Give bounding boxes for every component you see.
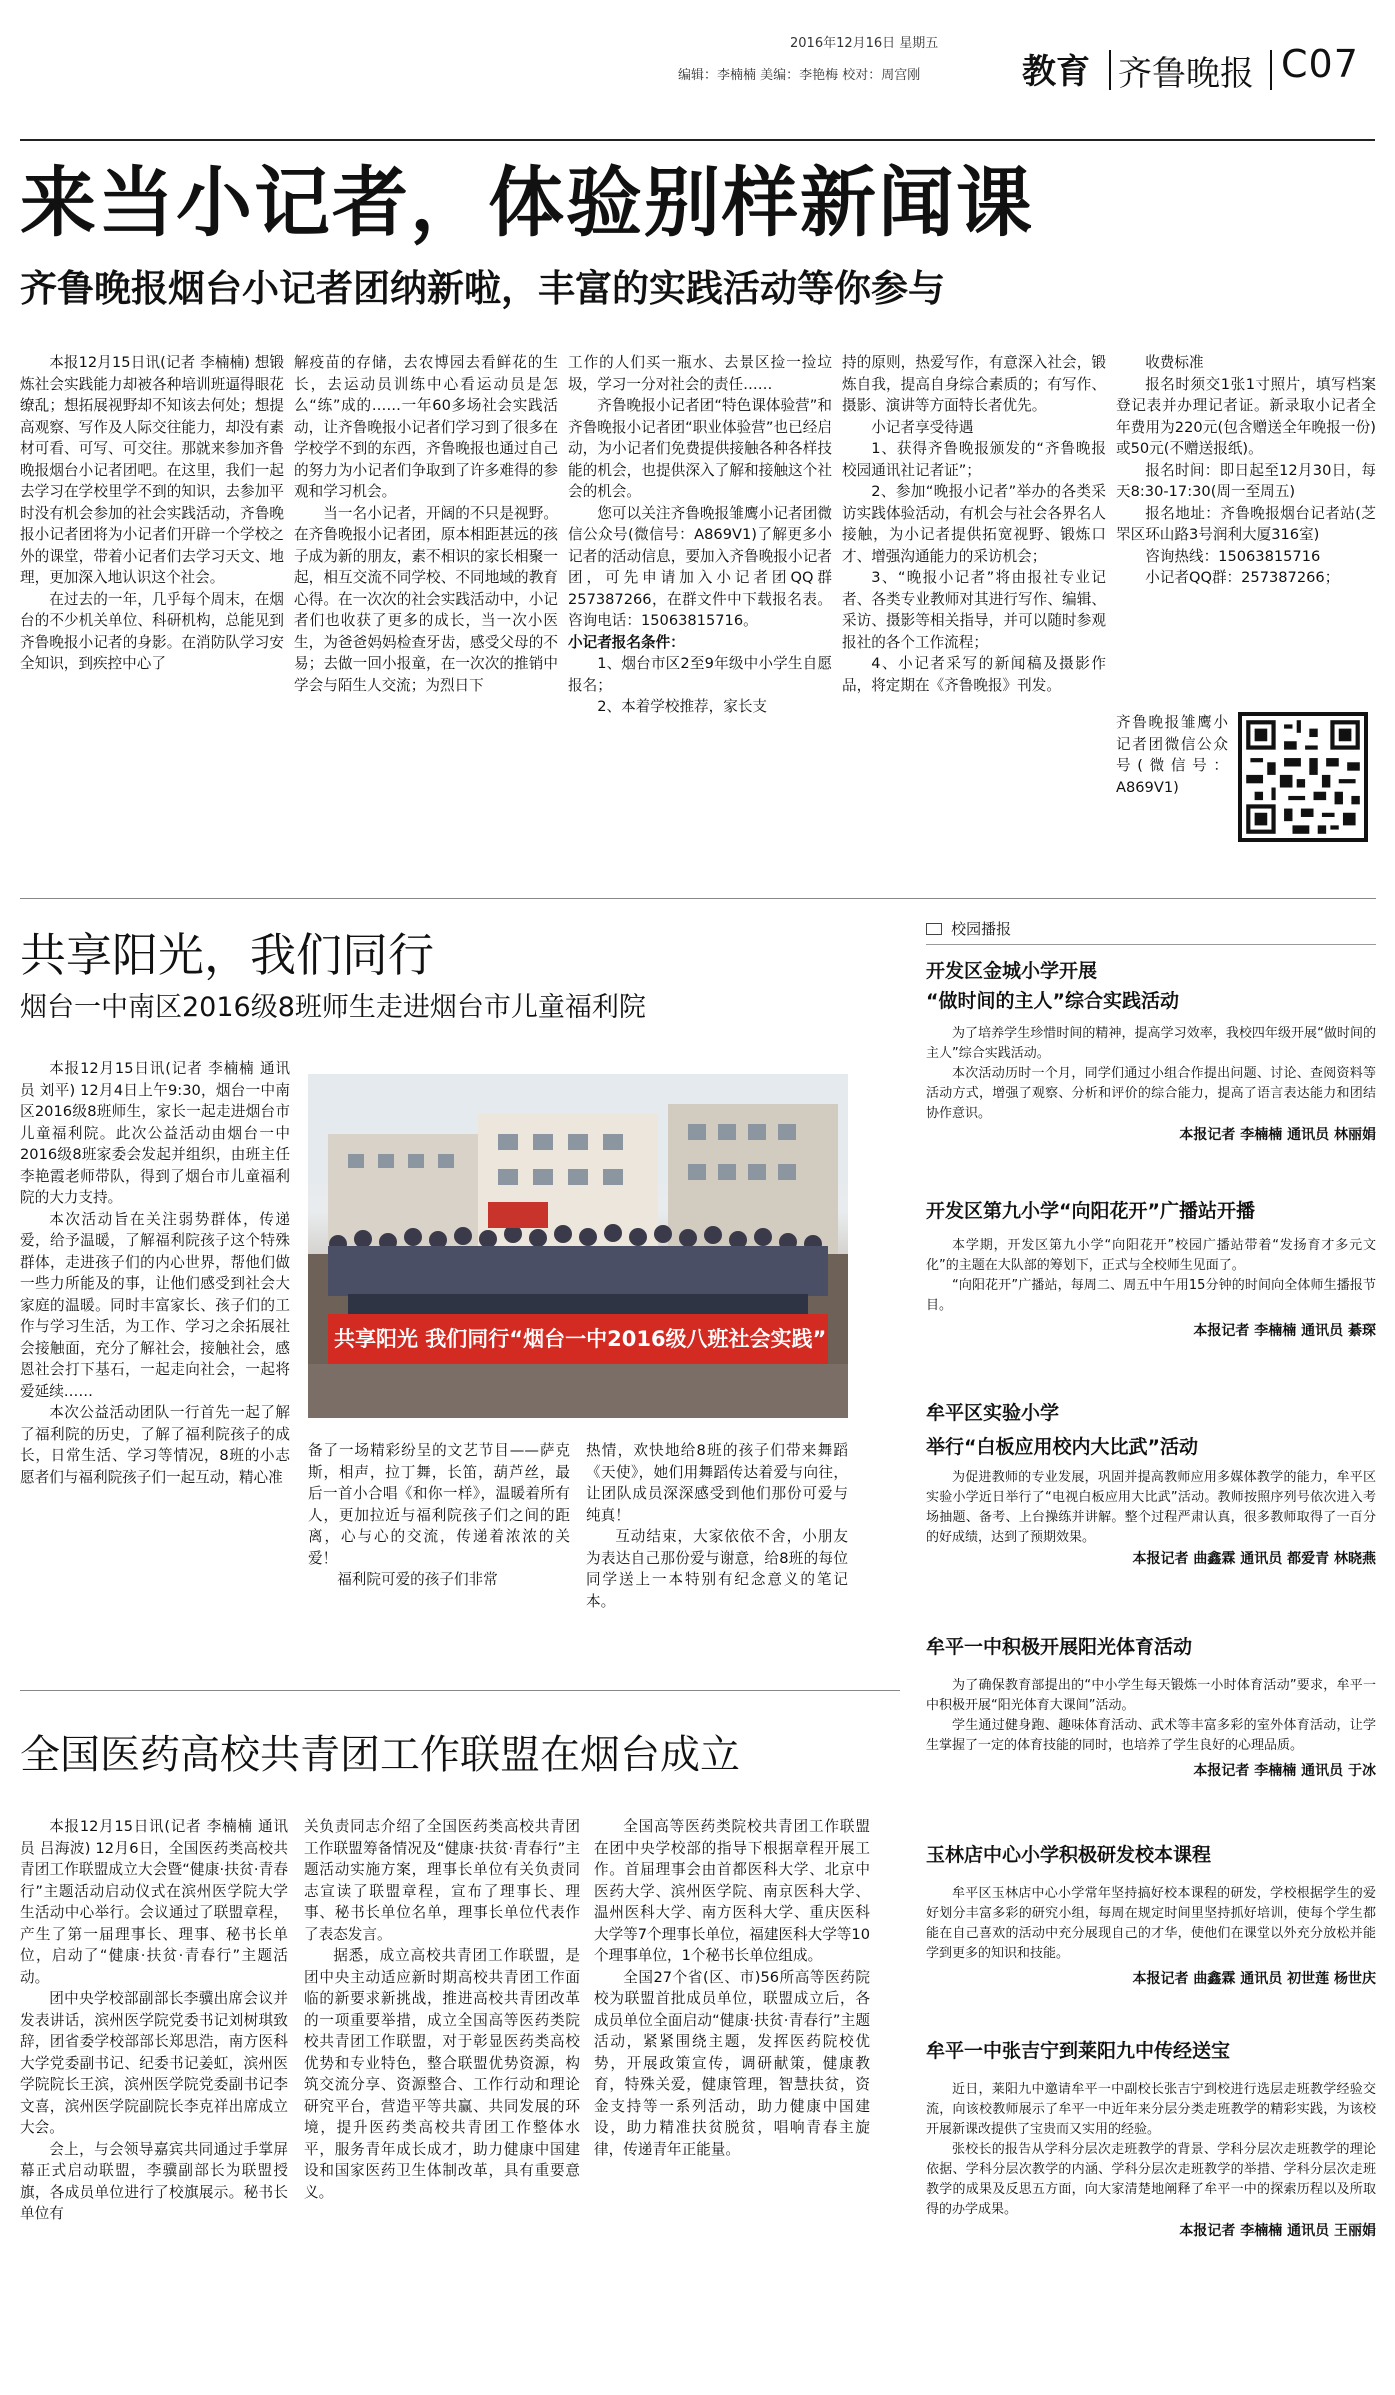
sidebar-item	[926, 1840, 1376, 1988]
paragraph: 会上，与会领导嘉宾共同通过手掌屏幕正式启动联盟，李骥副部长为联盟授旗，各成员单位进行了校旗展示。秘书长单位有	[20, 2140, 288, 2222]
sidebar-byline: 本报记者 曲鑫霖 通讯员 都爱青 林晓燕	[1132, 1551, 1376, 1567]
sidebar-item-title: 牟平一中积极开展阳光体育活动	[926, 1636, 1193, 1658]
sidebar-item	[926, 2036, 1376, 2240]
header-divider	[1270, 50, 1272, 90]
paragraph: 备了一场精彩纷呈的文艺节目——萨克斯，相声，拉丁舞，长笛，葫芦丝，最后一首小合唱《和你一样》，温暖着所有人，更加拉近与福利院孩子们之间的距离，心与心的交流，传递着浓浓的关爱！	[308, 1442, 570, 1567]
sidebar-item	[926, 956, 1376, 1144]
story3-column-3	[594, 1816, 870, 2376]
group-photo	[308, 1074, 848, 1418]
story2-subheadline: 烟台一中南区2016级8班师生走进烟台市儿童福利院	[20, 992, 646, 1023]
sidebar-item-title: 举行“白板应用校内大比武”活动	[926, 1436, 1198, 1458]
story3-column-1	[20, 1816, 288, 2376]
paragraph: 热情，欢快地给8班的孩子们带来舞蹈《天使》，她们用舞蹈传达着爱与向往，让团队成员深深感受到他们那份可爱与纯真！	[586, 1442, 848, 1524]
story3-column-2	[304, 1816, 580, 2376]
lead-column-1	[20, 352, 284, 892]
paragraph: 本次公益活动团队一行首先一起了解了福利院的历史，了解了福利院孩子的成长，日常生活、学习等情况，8班的小志愿者们与福利院孩子们一起互动，精心准	[20, 1404, 290, 1486]
page-number: C07	[1281, 42, 1359, 86]
paragraph: 报名时须交1张1寸照片，填写档案登记表并办理记者证。新录取小记者全年费用为220元(包含赠送全年晚报一份)或50元(不赠送报纸)。	[1116, 375, 1376, 457]
sidebar-item-text: 为促进教师的专业发展，巩固并提高教师应用多媒体教学的能力，牟平区实验小学近日举行了“电视白板应用大比武”活动。教师按照序列号依次进入考场抽题、备考、上台操练并讲解。整个过程严肃认真，很多教师取得了一百分的好成绩，达到了预期效果。	[926, 1470, 1376, 1545]
wechat-caption: 齐鲁晚报雏鹰小记者团微信公众号(微信号：A869V1)	[1116, 714, 1228, 796]
paragraph: 报名地址：齐鲁晚报烟台记者站(芝罘区环山路3号润利大厦316室)	[1116, 504, 1376, 543]
fee-heading: 收费标准	[1145, 354, 1204, 371]
header-divider	[1109, 50, 1111, 90]
paragraph: 小记者QQ群：257387266；	[1145, 569, 1340, 586]
sidebar-item-title: 牟平一中张吉宁到莱阳九中传经送宝	[926, 2040, 1231, 2062]
lead-subheadline: 齐鲁晚报烟台小记者团纳新啦，丰富的实践活动等你参与	[20, 267, 945, 310]
paragraph: 在过去的一年，几乎每个周末，在烟台的不少机关单位、科研机构，总能见到齐鲁晚报小记者的身影。在消防队学习安全知识，到疾控中心了	[20, 590, 284, 672]
qr-code	[1238, 712, 1368, 842]
paragraph: 4、小记者采写的新闻稿及摄影作品，将定期在《齐鲁晚报》刊发。	[842, 655, 1106, 694]
sidebar-item	[926, 1632, 1376, 1780]
paragraph: 全国高等医药类院校共青团工作联盟在团中央学校部的指导下根据章程开展工作。首届理事会由首都医科大学、北京中医药大学、滨州医学院、南京医科大学、温州医科大学、南方医科大学、重庆医科大学等7个理事长单位，福建医科大学等10个理事单位，1个秘书长单位组成。	[594, 1818, 870, 1964]
section-rule	[20, 1690, 900, 1691]
story2-headline: 共享阳光，我们同行	[20, 928, 434, 982]
header-rule	[20, 139, 1375, 141]
paragraph: 全国27个省(区、市)56所高等医药院校为联盟首批成员单位，联盟成立后，各成员单位全面启动“健康·扶贫·青春行”主题活动，紧紧围绕主题，发挥医药院校优势，开展政策宣传，调研献策，健康教育，特殊关爱，健康管理，智慧扶贫，资金支持等一系列活动，助力健康中国建设，助力精准扶贫脱贫，唱响青春主旋律，传递青年正能量。	[594, 1968, 870, 2158]
lead-column-3	[568, 352, 832, 892]
lead-column-5	[1116, 352, 1376, 712]
story2-column-2	[308, 1440, 570, 1658]
section-name: 教育	[1022, 52, 1090, 92]
paragraph: 本报12月15日讯(记者 李楠楠 通讯员 吕海波) 12月6日，全国医药类高校共青团工作联盟成立大会暨“健康·扶贫·青春行”主题活动启动仪式在滨州医学院大学生活动中心举行。会议通过了联盟章程，产生了第一届理事长、理事、秘书长单位，启动了“健康·扶贫·青春行”主题活动。	[20, 1818, 288, 1986]
paragraph: 解疫苗的存储，去农博园去看鲜花的生长，去运动员训练中心看运动员是怎么“练”成的……一年60多场社会实践活动，让齐鲁晚报小记者们学习到了很多在学校学不到的东西，齐鲁晚报也通过自己的努力为小记者们争取到了许多难得的参观和学习机会。	[294, 354, 558, 500]
paragraph: 本报12月15日讯(记者 李楠楠 通讯员 刘平) 12月4日上午9:30，烟台一中南区2016级8班师生，家长一起走进烟台市儿童福利院。此次公益活动由烟台一中2016级8班家委会发起并组织，由班主任李艳霞老师带队，得到了烟台市儿童福利院的大力支持。	[20, 1060, 290, 1206]
lead-column-4	[842, 352, 1106, 892]
paragraph: 当一名小记者，开阔的不只是视野。在齐鲁晚报小记者团，原本相距甚远的孩子成为新的朋友，素不相识的家长相聚一起，相互交流不同学校、不同地域的教育心得。在一次次的社会实践活动中，小记者们也收获了更多的成长，当一次小医生，为爸爸妈妈检查牙齿，感受父母的不易；去做一回小报童，在一次次的推销中学会与陌生人交流；为烈日下	[294, 504, 558, 694]
sidebar-item	[926, 1196, 1376, 1340]
sidebar-byline: 本报记者 李楠楠 通讯员 王丽娟	[1179, 2223, 1376, 2239]
lead-headline: 来当小记者，体验别样新闻课	[20, 158, 1034, 247]
paragraph: 1、获得齐鲁晚报颁发的“齐鲁晚报校园通讯社记者证”；	[842, 440, 1106, 479]
sidebar-byline: 本报记者 曲鑫霖 通讯员 初世莲 杨世庆	[1132, 1971, 1376, 1987]
sidebar-item-title: 牟平区实验小学	[926, 1402, 1060, 1424]
paragraph: 咨询热线：15063815716	[1145, 547, 1321, 565]
sidebar-byline: 本报记者 李楠楠 通讯员 林丽娟	[1179, 1127, 1376, 1143]
newspaper-logo: 齐鲁晚报	[1118, 54, 1254, 94]
sidebar-item-text: 本学期，开发区第九小学“向阳花开”校园广播站带着“发扬育才多元文化”的主题在大队部的筹划下，正式与全校师生见面了。 “向阳花开”广播站，每周二、周五中午用15分钟的时间向全体师生播报节目。	[926, 1238, 1376, 1313]
paragraph: 据悉，成立高校共青团工作联盟，是团中央主动适应新时期高校共青团工作面临的新要求新挑战，推进高校共青团改革的一项重要举措，成立全国高等医药类院校共青团工作联盟，对于彰显医药类高校优势和专业特色，整合联盟优势资源，构筑交流分享、资源整合、工作行动和理论研究平台，营造平等共赢、共同发展的环境，提升医药类高校共青团工作整体水平，服务青年成长成才，助力健康中国建设和国家医药卫生体制改革，具有重要意义。	[304, 1947, 580, 2201]
sidebar-item-text: 为了培养学生珍惜时间的精神，提高学习效率，我校四年级开展“做时间的主人”综合实践活动。 本次活动历时一个月，同学们通过小组合作提出问题、讨论、查阅资料等活动方式，增强了观察、分析和评价的综合能力，提高了语言表达能力和团结协作意识。	[926, 1026, 1376, 1121]
sidebar-item-text: 为了确保教育部提出的“中小学生每天锻炼一小时体育活动”要求，牟平一中积极开展“阳光体育大课间”活动。 学生通过健身跑、趣味体育活动、武术等丰富多彩的室外体育活动，让学生掌握了一定的体育技能的同时，也培养了学生良好的心理品质。	[926, 1678, 1376, 1753]
sidebar-byline: 本报记者 李楠楠 通讯员 綦琛	[1193, 1323, 1376, 1339]
sidebar-label-icon	[926, 923, 942, 935]
paragraph: 您可以关注齐鲁晚报雏鹰小记者团微信公众号(微信号：A869V1)了解更多小记者的活动信息，要加入齐鲁晚报小记者团，可先申请加入小记者团QQ群257387266，在群文件中下载报名表。咨询电话：15063815716。	[568, 504, 832, 629]
paragraph: 福利院可爱的孩子们非常	[337, 1571, 498, 1588]
paragraph: 本次活动旨在关注弱势群体，传递爱，给予温暖，了解福利院孩子这个特殊群体，走进孩子们的内心世界，帮他们做一些力所能及的事，让他们感受到社会大家庭的温暖。同时丰富家长、孩子们的工作与学习生活，为工作、学习之余拓展社会接触面，充分了解社会，接触社会，感恩社会打下基石，一起走向社会，一起将爱延续……	[20, 1210, 290, 1400]
paragraph: 团中央学校部副部长李骥出席会议并发表讲话，滨州医学院党委书记刘树琪致辞，团省委学校部部长郑思浩，南方医科大学党委副书记、纪委书记姜虹，滨州医学院院长王滨，滨州医学院党委副书记李文喜，滨州医学院副院长李克祥出席成立大会。	[20, 1990, 288, 2136]
sidebar-item-title: 开发区金城小学开展	[926, 960, 1098, 982]
paragraph: 2、参加“晚报小记者”举办的各类采访实践体验活动，有机会与社会各界名人接触，为小记者提供拓宽视野、锻炼口才、增强沟通能力的采访机会；	[842, 483, 1106, 565]
paragraph: 2、本着学校推荐，家长支	[597, 698, 768, 715]
section-rule	[20, 898, 1376, 899]
sidebar-label: 校园播报	[951, 920, 1012, 938]
paragraph: 关负责同志介绍了全国医药类高校共青团工作联盟筹备情况及“健康·扶贫·青春行”主题活动实施方案，理事长单位有关负责同志宣读了联盟章程，宣布了理事长、理事、秘书长单位名单，理事长单位代表作了表态发言。	[304, 1818, 580, 1943]
paragraph: 工作的人们买一瓶水、去景区捡一捡垃圾，学习一分对社会的责任……	[568, 354, 832, 393]
sidebar-item-title: 玉林店中心小学积极研发校本课程	[926, 1844, 1212, 1866]
paragraph: 持的原则，热爱写作，有意深入社会，锻炼自我，提高自身综合素质的；有写作、摄影、演讲等方面特长者优先。	[842, 354, 1106, 414]
sidebar-item-title: “做时间的主人”综合实践活动	[926, 990, 1179, 1012]
paragraph: 报名时间：即日起至12月30日，每天8:30-17:30(周一至周五)	[1116, 461, 1376, 500]
story2-column-1	[20, 1058, 290, 1658]
sidebar-header	[926, 918, 1376, 945]
sidebar-item	[926, 1398, 1376, 1568]
photo-banner-text: 共享阳光 我们同行“烟台一中2016级八班社会实践”	[334, 1327, 827, 1351]
group-photo-image	[308, 1074, 848, 1418]
sidebar-item-text: 牟平区玉林店中心小学常年坚持搞好校本课程的研发，学校根据学生的爱好划分丰富多彩的研究小组，每周在规定时间里坚持抓好培训，使每个学生都能在自己喜欢的活动中充分展现自己的才华，使他们在课堂以外充分放松并能学到更多的知识和技能。	[926, 1886, 1376, 1961]
paragraph: 1、烟台市区2至9年级中小学生自愿报名；	[568, 655, 832, 694]
requirements-heading: 小记者报名条件：	[568, 633, 685, 651]
sidebar-byline: 本报记者 李楠楠 通讯员 于冰	[1193, 1763, 1376, 1779]
rights-heading: 小记者享受待遇	[871, 418, 974, 436]
issue-date: 2016年12月16日 星期五	[790, 36, 939, 51]
paragraph: 互动结束，大家依依不舍，小朋友为表达自己那份爱与谢意，给8班的每位同学送上一本特别有纪念意义的笔记本。	[586, 1528, 848, 1610]
paragraph: 3、“晚报小记者”将由报社专业记者、各类专业教师对其进行写作、编辑、采访、摄影等相关指导，并可以随时参观报社的各个工作流程；	[842, 569, 1106, 651]
staff-credits: 编辑：李楠楠 美编：李艳梅 校对：周宫刚	[678, 68, 921, 83]
paragraph: 齐鲁晚报小记者团“特色课体验营”和齐鲁晚报小记者团“职业体验营”也已经启动，为小记者们免费提供接触各种各样技能的机会，也提供深入了解和接触这个社会的机会。	[568, 397, 832, 500]
story3-headline: 全国医药高校共青团工作联盟在烟台成立	[20, 1732, 740, 1778]
sidebar-item-text: 近日，莱阳九中邀请牟平一中副校长张吉宁到校进行选层走班教学经验交流，向该校教师展示了牟平一中近年来分层分类走班教学的精彩实践，为该校开展新课改提供了宝贵而又实用的经验。 张校长的报告从学科分层次走班教学的背景、学科分层次走班教学的理论依据、学科分层次教学的内涵、学科分层次走班教学的举措、学科分层次走班教学的成果及反思五方面，向大家清楚地阐释了牟平一中的探索历程以及所取得的办学成果。	[926, 2082, 1376, 2217]
lead-column-2	[294, 352, 558, 892]
sidebar-item-title: 开发区第九小学“向阳花开”广播站开播	[926, 1200, 1255, 1222]
qr-code-icon	[1242, 716, 1364, 838]
story2-column-3	[586, 1440, 848, 1658]
paragraph: 本报12月15日讯(记者 李楠楠) 想锻炼社会实践能力却被各种培训班逼得眼花缭乱；想拓展视野却不知该去何处；想提高观察、写作及人际交往能力，却没有素材可看、可写、可交往。那就来参加齐鲁晚报烟台小记者团吧。在这里，我们一起去学习在学校里学不到的知识，去参加平时没有机会参加的社会实践活动，齐鲁晚报小记者团将为小记者们开辟一个学校之外的课堂，带着小记者们去学习天文、地理，更加深入地认识这个社会。	[20, 354, 284, 586]
